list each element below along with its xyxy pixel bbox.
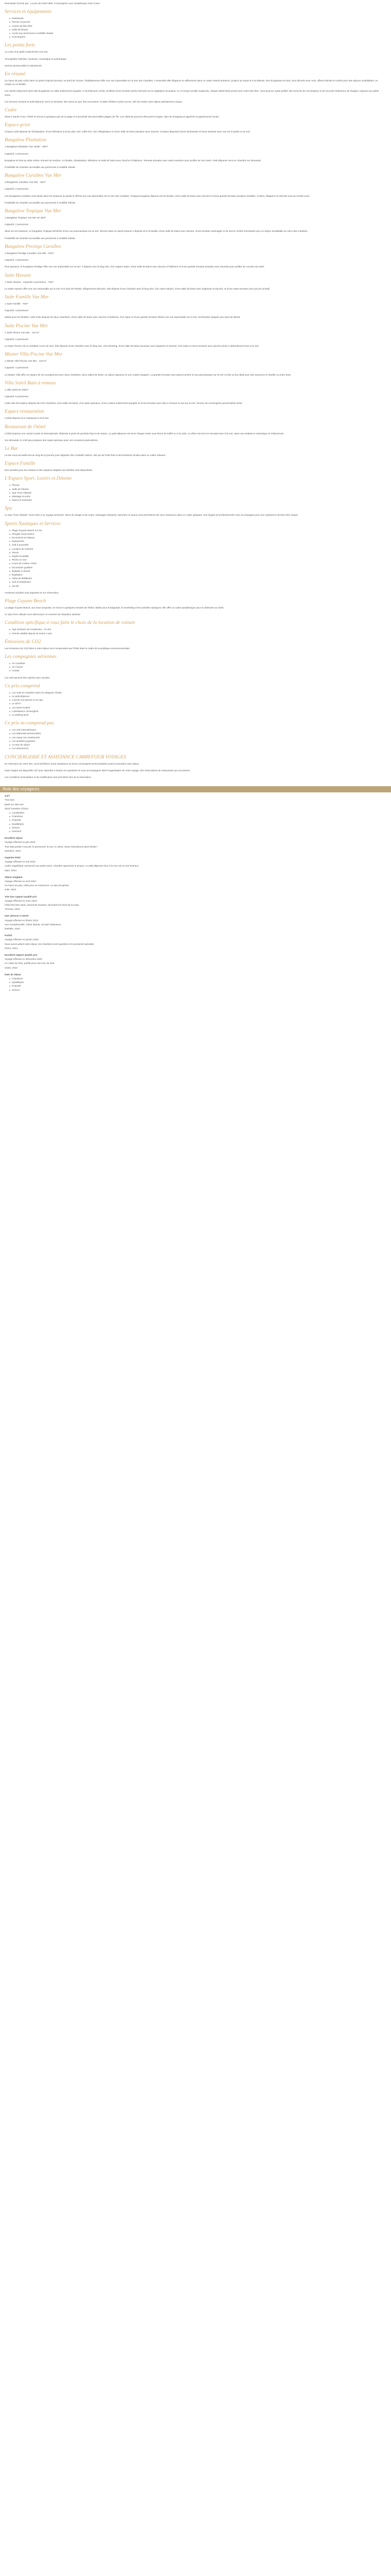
- review-date: Voyage effectué en décembre 2023: [5, 958, 42, 961]
- assistance-text-1: En réservant sur notre site, vous bénéficiez d'une assistance et d'une conciergerie personnalisées avant et pendant votre séjour.: [5, 762, 140, 765]
- sport-item: Massage et soins: [9, 495, 381, 498]
- airline-item: Corsair: [9, 669, 381, 672]
- excluded-item: Les assurances: [9, 747, 381, 750]
- room-description: Bungalow en bois au style créole, entouré de verdure. Lit double, climatisation, télévision et salle de bains avec douche à l'italienne. Terrasse privative avec salon extérieur pour profiter de l'air marin. Petit-déjeuner servi en chambre sur demande.: [5, 159, 262, 162]
- review-category: Propreté: [9, 818, 381, 822]
- service-item: Conciergerie: [9, 35, 381, 39]
- review-category: Chambres: [9, 815, 381, 818]
- airlines-list: [9, 662, 381, 673]
- review-title: Excellent rapport qualité prix: [5, 954, 38, 957]
- sport-item: Spa "Pure Altitude": [9, 491, 381, 495]
- beach-text-2: Le Spa Pure Altitude vous attend pour un moment de relaxation absolue.: [5, 613, 81, 616]
- family-text: Des activités pour les enfants et des espaces adaptés aux familles sont disponibles.: [5, 469, 93, 472]
- room-accessibility: Possibilité de chambre accessible aux personnes à mobilité réduite.: [5, 236, 76, 240]
- excluded-list: [9, 728, 381, 750]
- excluded-item: Les dépenses personnelles: [9, 732, 381, 735]
- room-capacity: Capacité: 2 personnes: [5, 223, 28, 226]
- rooms-intro-text: Chaque unité dispose de climatisation, d'une télévision à écran plat, d'un coffre-fort, d'un réfrigérateur et d'une salle de bains privative avec douche. Certains disposent d'une kitchenette et d'une terrasse avec vue sur le jardin ou la mer.: [5, 130, 251, 133]
- car-rental-title: Condition spécifique à vous faire le choix de la location de voiture: [5, 620, 135, 626]
- review-author: Nathalie, 2024: [5, 927, 20, 930]
- section-text: Les services incluent le petit-déjeuner servi en terrasse, des soins au spa, des excursions, la table d'hôtes et plus encore, afin de rendre votre séjour parfaitement unique.: [5, 100, 183, 103]
- airline-item: Air Caraïbes: [9, 662, 381, 665]
- reviews-header: Note des voyageurs: [0, 786, 391, 792]
- co2-title: Émissions de CO2: [5, 639, 41, 645]
- room-description: Situé sur les hauteurs, ce bungalow Tropique bénéficie d'une vue panoramique sur la mer. Décoré dans un esprit tropical, il dispose d'un lit double, d'une salle de bains avec douche, d'une terrasse aménagée et de tout le confort nécessaire pour un séjour inoubliable au cœur des Caraïbes.: [5, 230, 308, 233]
- included-item: Le Wi-Fi: [9, 702, 381, 705]
- footer-category: Qualité/prix: [9, 980, 381, 984]
- co2-text: Les émissions de CO2 liées à votre séjour sont compensées par l'hôtel dans le cadre de sa politique environnementale.: [5, 647, 131, 650]
- review-author: Sandrine, 2024: [5, 849, 21, 852]
- room-capacity: Capacité: 4 personnes: [5, 366, 28, 369]
- room-description: Cette villa d'exception dispose de trois chambres, trois salles de bains, d'un salon spacieux, d'une cuisine entièrement équipée et d'une terrasse avec bain à remous et vue sur la mer. Service de conciergerie personnalisé inclus.: [5, 402, 243, 405]
- room-description: La Suite Piscine est un véritable cocon de luxe. Elle dispose d'une chambre avec lit king size, d'un dressing, d'une salle de bains luxueuse avec baignoire et douche, d'un salon et d'une terrasse avec piscine privée à débordement face à la mer.: [5, 344, 259, 347]
- review-author: Thomas, 2024: [5, 908, 20, 911]
- activity-item: Golf à proximité: [9, 543, 381, 547]
- room-subtitle: 1 Suite Havane - Capacité 2 personnes - 75m²: [5, 280, 54, 283]
- review-text: Un cadre de rêve, parfait pour une lune de miel.: [5, 962, 55, 965]
- section-text: Au cœur d'un jardin tropical face à la mer: [5, 50, 48, 54]
- spa-title: Spa: [5, 506, 12, 512]
- review-text: Un havre de paix, idéal pour se ressourcer. Le spa est génial.: [5, 884, 69, 887]
- included-item: Le petit-déjeuner: [9, 694, 381, 698]
- review-date: Voyage effectué en février 2024: [5, 919, 38, 922]
- dining-title: Espace restauration: [5, 409, 44, 415]
- room-description: Les bungalows Caraïbes sont situés dans les hauteurs du jardin et offrent une vue imprenable sur la mer des Caraïbes. Chaque bungalow dispose d'un lit double, d'une salle de bains avec douche et d'une grande terrasse privative meublée. Confort, élégance et sérénité sont au rendez-vous.: [5, 194, 310, 197]
- service-item: Salle de fitness: [9, 28, 381, 31]
- included-item: L'assistance conciergerie: [9, 709, 381, 713]
- activity-item: Équitation: [9, 573, 381, 577]
- review-text: Tout était parfait, l'accueil, le personnel, la vue, le calme. Nous reviendrons sans hésiter !: [5, 845, 98, 848]
- activity-item: Plongée sous-marine: [9, 532, 381, 536]
- review-text: Vue exceptionnelle, calme absolu, accueil chaleureux.: [5, 923, 62, 926]
- included-item: Les nuits en chambre selon la catégorie choisie: [9, 691, 381, 694]
- room-capacity: Capacité: 2 personnes: [5, 259, 28, 262]
- bar-title: Le Bar: [5, 446, 19, 451]
- section-text: Un havre de paix niché dans un jardin tropical luxuriant, au bord de l'océan, l'établissement offre une vue imprenable sur la mer des Caraïbes. L'ensemble allie élégance et raffinement dans un cadre naturel préservé, propice au repos et à la détente. Des bungalows en bois, tous décorés avec soin, offrent intimité et confort pour des séjours inoubliables, en couple ou en famille.: [5, 79, 378, 86]
- activity-item: Balades à cheval: [9, 569, 381, 573]
- footer-category: Chambres: [9, 977, 381, 980]
- included-item: Le parking privé: [9, 713, 381, 717]
- sport-list: [9, 483, 381, 502]
- room-subtitle: 1 Suite Famille - 74m²: [5, 302, 28, 305]
- assistance-text-3: Les conditions d'annulation et de modification sont précisées lors de la réservation.: [5, 775, 92, 778]
- section-title: Les points forts: [5, 43, 35, 48]
- review-title: Parfait: [5, 934, 12, 937]
- room-description: Idéale pour les familles, cette suite dispose de deux chambres, d'une salle de bains avec douche à l'italienne, d'un salon et d'une grande terrasse offrant une vue imprenable sur la mer. Kitchenette équipée pour plus de liberté.: [5, 316, 241, 319]
- review-author: Marc, 2024: [5, 869, 17, 872]
- room-subtitle: 1 Suite Piscine Vue Mer - 110 m²: [5, 331, 39, 334]
- review-category: Sommeil: [9, 829, 381, 833]
- reviews-summary: [5, 794, 381, 833]
- activity-item: Excursions en bateau: [9, 536, 381, 539]
- room-title: Bungalow Tropique Vue Mer: [5, 209, 61, 214]
- section-text: Les clients séjournent dans des bungalows ou villas entièrement équipés, à l'architecture créole, profitant d'une terrasse privée donnant sur la végétation luxuriante. Ici, le temps semble suspendu, chaque détail étant pensé pour votre bien-être. Vous pourrez aussi profiter des services de conciergerie et de l'accueil chaleureux de l'équipe, toujours aux petits soins.: [5, 90, 379, 96]
- service-item: Restaurant: [9, 16, 381, 20]
- review-date: Voyage effectué en mai 2024: [5, 860, 36, 863]
- included-item: Les taxes locales: [9, 706, 381, 709]
- bar-text: Le bar vous accueille tout au long de la journée pour déguster des cocktails maison, des jus de fruits frais et des boissons locales dans un cadre relaxant.: [5, 453, 166, 456]
- review-date: Voyage effectué en janvier 2024: [5, 938, 39, 941]
- sport-item: Salle de Fitness: [9, 487, 381, 491]
- sport-item: Sauna et hammam: [9, 498, 381, 502]
- rooms-intro-title: Espace privé: [5, 123, 30, 128]
- review-title: Superbe hôtel: [5, 856, 21, 859]
- section-text: Service personnalisé et attentionné: [5, 64, 42, 67]
- room-subtitle: 1 Villa Soleil de 150m²: [5, 388, 28, 391]
- room-accessibility: Possibilité de chambre accessible aux personnes à mobilité réduite.: [5, 201, 76, 204]
- activity-item: Pêche en mer: [9, 558, 381, 562]
- service-item: Centre de bien-être: [9, 24, 381, 28]
- airlines-note: Les vols peuvent être opérés avec escales.: [5, 676, 51, 679]
- excluded-item: Les activités payantes: [9, 739, 381, 743]
- room-subtitle: 3 Bungalows Caraïbes Vue Mer - 40m²: [5, 181, 46, 184]
- room-description: La Suite Havane offre une vue imprenable sur la mer et le bois de Plessis. Élégamment décorée, elle dispose d'une chambre avec lit king size, d'un salon séparé, d'une salle de bains avec baignoire et douche, et d'une vaste terrasse avec jacuzzi privatif.: [5, 287, 270, 290]
- excluded-item: Les vols internationaux: [9, 728, 381, 732]
- assistance-title: CONCIERGERIE ET ASSISTANCE CARREFOUR VOYAGES: [5, 754, 126, 760]
- review-title: Très bon rapport qualité prix: [5, 895, 37, 898]
- dining-text: L'hôtel dispose d'un restaurant et d'un bar.: [5, 417, 50, 420]
- review-label: Très bien: [5, 799, 14, 802]
- room-capacity: Capacité: 2 personnes: [5, 152, 28, 155]
- restaurant-text: L'hôtel propose une cuisine locale et internationale, élaborée à partir de produits frais et de saison. Le petit-déjeuner est servi chaque matin sous forme de buffet ou à la carte. Le dîner est servi en terrasse face à la mer, dans une ambiance romantique et chaleureuse.: [5, 432, 285, 435]
- activity-item: Jet-ski: [9, 584, 381, 588]
- spa-text: Le Spa "Pure Altitude" vous invite à un voyage sensoriel. Soins du visage et du corps, massages relaxants, hammam et sauna vous permettront de vous ressourcer dans un cadre apaisant. Une équipe de professionnels vous accompagne pour une expérience de bien-être unique.: [5, 514, 299, 517]
- sport-item: Piscine: [9, 483, 381, 487]
- review-text: Nous avons adoré notre séjour, les chambres sont superbes et le personnel adorable.: [5, 942, 95, 945]
- review-category: Service: [9, 826, 381, 829]
- review-text: Hôtel très bien situé, personnel souriant, seul bémol le bruit de la route.: [5, 903, 80, 906]
- room-accessibility: Possibilité de chambre accessible aux personnes à mobilité réduite.: [5, 166, 76, 169]
- review-title: Une adresse à retenir: [5, 914, 29, 918]
- assistance-text-2: Notre équipe est disponible 7j/7 pour répondre à toutes vos questions et vous accompagner dans l'organisation de votre voyage, des réservations de restaurants aux excursions.: [5, 769, 191, 772]
- activity-item: Visite de distilleries: [9, 577, 381, 580]
- review-author: Claire, 2023: [5, 966, 18, 969]
- service-item: Piscine et jacuzzi: [9, 20, 381, 24]
- review-author: Julie, 2024: [5, 888, 17, 891]
- activity-item: Tennis: [9, 551, 381, 554]
- review-score: 4,4: [5, 794, 8, 798]
- beach-title: Plage Guyane Beach: [5, 599, 46, 604]
- review-title: Séjour magique: [5, 875, 23, 878]
- activity-item: Kayak et paddle: [9, 554, 381, 558]
- restaurant-text-2: Sur demande, le chef peut préparer des repas spéciaux pour vos occasions particulières.: [5, 438, 99, 442]
- room-capacity: Capacité: 4 personnes: [5, 309, 28, 312]
- services-list: [9, 16, 381, 39]
- review-category: Qualité/prix: [9, 822, 381, 826]
- activities-note: Certaines activités sont payantes et sur réservation.: [5, 591, 59, 594]
- review-scale: /5: [8, 794, 10, 798]
- sport-title: L'Espace Sport, Loisirs et Détente: [5, 476, 72, 482]
- activities-title: Sports Nautiques et Services: [5, 521, 61, 527]
- room-subtitle: 1 Bungalow Prestige Caraïbes Vue Mer - 54m²: [5, 251, 54, 255]
- room-description: La Master Villa offre un espace de vie exceptionnel avec deux chambres, deux salles de bains, un séjour spacieux et une cuisine équipée. La grande terrasse avec piscine privée et vue panoramique sur la mer en fait un lieu idéal pour des vacances en famille ou entre amis.: [5, 373, 291, 376]
- activity-item: Excursions guidées: [9, 566, 381, 569]
- footer-label: Date du séjour: [5, 973, 21, 976]
- room-capacity: Capacité: 2 personnes: [5, 337, 28, 341]
- page: [5, 2, 381, 992]
- review-count: Basé sur 256 Avis: [5, 803, 24, 806]
- car-rental-list: [9, 628, 381, 635]
- car-rental-item: Âge minimum du conducteur : 21 ans: [9, 628, 381, 631]
- services-title: Services et équipements: [5, 9, 52, 15]
- review-award: 2023 Travelers Choice: [5, 807, 28, 810]
- review-author: Pierre, 2024: [5, 946, 18, 950]
- activity-item: Randonnée: [9, 539, 381, 543]
- room-subtitle: 1 Bungalow Tropique Vue Mer de 40m²: [5, 216, 46, 219]
- footer-categories: [9, 977, 381, 992]
- family-title: Espace Famille: [5, 461, 36, 467]
- section-title: Cadre: [5, 108, 17, 113]
- review-text: Cadre magnifique, personnel aux petits soins, chambre spacieuse et propre. Le petit-déjeuner face à la mer est un vrai bonheur.: [5, 865, 139, 868]
- included-item: L'accès à la piscine et au spa: [9, 698, 381, 702]
- room-title: Bungalow Plantation: [5, 138, 47, 143]
- activity-item: Surf et bodyboard: [9, 580, 381, 584]
- activity-item: Location de voitures: [9, 547, 381, 551]
- room-title: Bungalow Prestige Caraïbes: [5, 244, 61, 249]
- included-list: [9, 691, 381, 717]
- review-category: Localisation: [9, 811, 381, 815]
- service-item: Accès aux personnes à mobilité réduite: [9, 31, 381, 35]
- room-title: Villa Soleil Bain à remous: [5, 380, 56, 386]
- footer-category: Propreté: [9, 984, 381, 988]
- section-text: Atmosphère intimiste, luxueuse, romantique et authentique: [5, 57, 67, 60]
- intro-text: Description fournie par : Le prix de notre hôtel, Conciergerie Luxe Guadeloupe Anse Coeur: [5, 2, 100, 5]
- room-title: Suite Havane: [5, 273, 31, 278]
- room-title: Suite Famille Vue Mer: [5, 294, 49, 300]
- room-capacity: Capacité: 2 personnes: [5, 188, 28, 191]
- room-title: Bungalow Caraïbes Vue Mer: [5, 173, 62, 179]
- included-title: Ce prix comprend: [5, 683, 40, 689]
- room-capacity: Capacité: 6 personnes: [5, 395, 28, 398]
- activities-list: [9, 529, 381, 588]
- airline-item: Air France: [9, 665, 381, 669]
- room-description: Plus spacieux, le bungalow Prestige offre une vue imprenable sur la mer. Il dispose d'un lit king size, d'un espace salon, d'une salle de bains avec douche à l'italienne et d'une grande terrasse privative avec transats pour profiter du coucher de soleil.: [5, 265, 265, 268]
- excluded-item: Les repas non mentionnés: [9, 736, 381, 739]
- section-text: Situé à Sainte-Anne, l'hôtel se trouve à quelques pas de la plage et à proximité des plus belles plages de l'île. Les visiteurs pourront découvrir la région, faire du shopping et apprécier la gastronomie locale.: [5, 115, 220, 118]
- review-title: Excellent séjour: [5, 837, 23, 840]
- room-title: Master Villa Piscine Vue Mer: [5, 352, 63, 358]
- review-date: Voyage effectué en avril 2024: [5, 879, 36, 883]
- footer-category: Service: [9, 988, 381, 992]
- activity-item: Plage Guyane Beach à 2 km: [9, 529, 381, 532]
- beach-text: La plage Guyane Beach, aux eaux turquoise, se trouve à quelques minutes de l'hôtel. Idéale pour la baignade, le snorkeling et les activités nautiques, elle offre un cadre paradisiaque pour se détendre au soleil.: [5, 606, 224, 609]
- review-date: Voyage effectué en mars 2024: [5, 899, 37, 902]
- activity-item: Cours de cuisine créole: [9, 562, 381, 565]
- room-title: Suite Piscine Vue Mer: [5, 323, 48, 329]
- car-rental-item: Permis valable depuis au moins 2 ans: [9, 632, 381, 635]
- excluded-title: Ce prix ne comprend pas: [5, 721, 54, 726]
- review-categories: [9, 811, 381, 833]
- excluded-item: La taxe de séjour: [9, 743, 381, 747]
- review-date: Voyage effectué en juin 2024: [5, 841, 36, 844]
- room-subtitle: 1 Master Villa Piscine Vue Mer - 120 m²: [5, 360, 46, 363]
- room-subtitle: 1 Bungalow Plantation Vue Jardin - 40m²: [5, 145, 48, 148]
- section-title: En résumé: [5, 72, 26, 77]
- restaurant-title: Restaurant de l'hôtel: [5, 424, 46, 430]
- airlines-title: Les compagnies aériennes: [5, 654, 57, 660]
